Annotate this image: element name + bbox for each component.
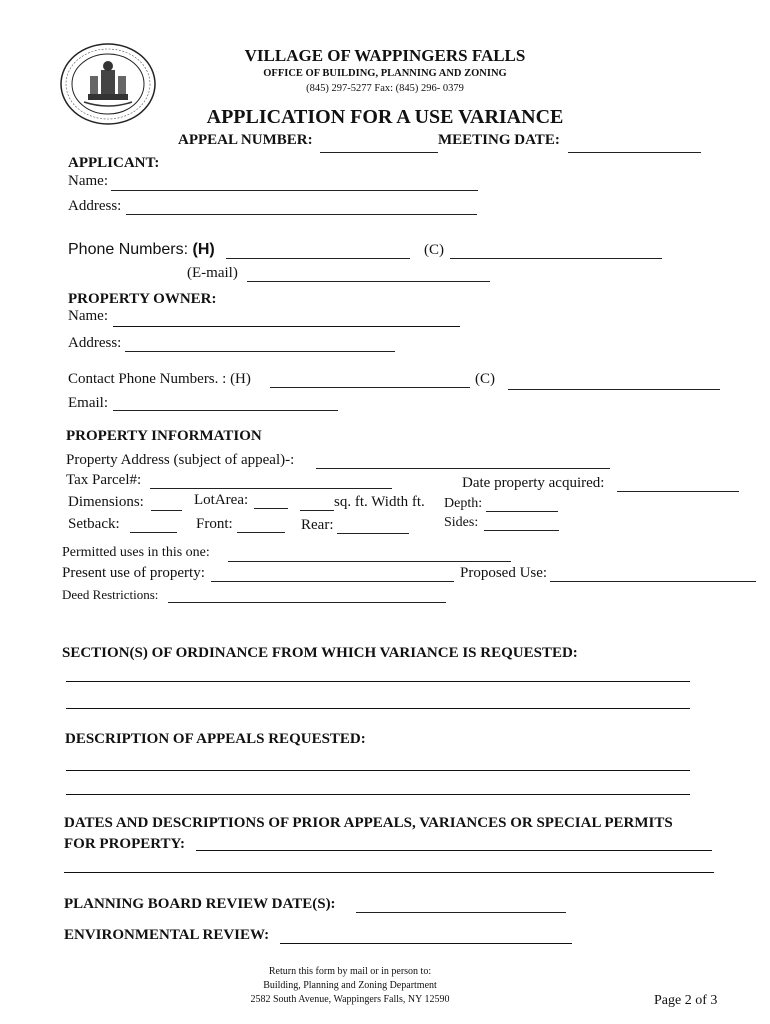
prior-appeals-heading-1: DATES AND DESCRIPTIONS OF PRIOR APPEALS, VARIANCES OR SPECIAL PERMITS [64, 815, 673, 831]
date-acquired-field[interactable] [617, 491, 739, 492]
meeting-date-label: MEETING DATE: [438, 132, 560, 148]
owner-phone-label: Contact Phone Numbers. : (H) [68, 371, 251, 387]
sqft-field[interactable] [300, 510, 334, 511]
setback-field[interactable] [130, 532, 177, 533]
description-heading: DESCRIPTION OF APPEALS REQUESTED: [65, 731, 366, 747]
ordinance-line-1[interactable] [66, 681, 690, 682]
applicant-address-field[interactable] [126, 214, 477, 215]
owner-email-label: Email: [68, 395, 108, 411]
owner-phone-c-field[interactable] [508, 389, 720, 390]
depth-field[interactable] [486, 511, 558, 512]
applicant-phone-c-label: (C) [424, 242, 444, 258]
front-label: Front: [196, 516, 233, 532]
property-address-field[interactable] [316, 468, 610, 469]
environmental-review-label: ENVIRONMENTAL REVIEW: [64, 927, 270, 943]
applicant-name-label: Name: [68, 173, 108, 189]
village-name: VILLAGE OF WAPPINGERS FALLS [244, 46, 526, 65]
deed-restrictions-label: Deed Restrictions: [62, 587, 159, 602]
sqft-width-label: sq. ft. Width ft. [334, 494, 425, 510]
prior-appeals-line-2[interactable] [64, 872, 714, 873]
owner-name-field[interactable] [113, 326, 460, 327]
depth-label: Depth: [444, 496, 483, 511]
applicant-address-label: Address: [68, 198, 122, 214]
rear-label: Rear: [301, 517, 334, 533]
sides-field[interactable] [484, 530, 559, 531]
prior-appeals-line-1[interactable] [196, 850, 712, 851]
deed-restrictions-field[interactable] [168, 602, 446, 603]
owner-heading: PROPERTY OWNER: [68, 291, 217, 307]
owner-phone-h-field[interactable] [270, 387, 470, 388]
applicant-name-field[interactable] [111, 190, 478, 191]
sides-label: Sides: [444, 515, 479, 530]
ordinance-heading: SECTION(S) OF ORDINANCE FROM WHICH VARIANCE IS REQUESTED: [62, 645, 578, 661]
appeal-number-label: APPEAL NUMBER: [178, 132, 313, 148]
applicant-heading: APPLICANT: [68, 155, 160, 171]
environmental-review-field[interactable] [280, 943, 572, 944]
prior-appeals-heading-2: FOR PROPERTY: [64, 836, 186, 852]
footer-return-line1: Return this form by mail or in person to: [268, 966, 432, 977]
property-heading: PROPERTY INFORMATION [66, 428, 262, 444]
description-line-1[interactable] [66, 770, 690, 771]
proposed-use-field[interactable] [550, 581, 756, 582]
description-line-2[interactable] [66, 794, 690, 795]
applicant-email-label: (E-mail) [187, 265, 238, 281]
lot-area-label: LotArea: [194, 492, 249, 508]
setback-label: Setback: [68, 516, 120, 532]
applicant-phone-c-field[interactable] [450, 258, 662, 259]
owner-name-label: Name: [68, 308, 108, 324]
page-number: Page 2 of 3 [654, 993, 718, 1008]
applicant-phone-label: Phone Numbers: [68, 241, 193, 258]
tax-parcel-label: Tax Parcel#: [66, 472, 142, 488]
dimensions-label: Dimensions: [68, 494, 144, 510]
property-address-label: Property Address (subject of appeal)-: [66, 452, 295, 468]
planning-board-field[interactable] [356, 912, 566, 913]
owner-email-field[interactable] [113, 410, 338, 411]
present-use-label: Present use of property: [62, 565, 205, 581]
present-use-field[interactable] [211, 581, 454, 582]
appeal-number-field[interactable] [320, 152, 438, 153]
office-name: OFFICE OF BUILDING, PLANNING AND ZONING [263, 68, 507, 79]
footer-return-line3: 2582 South Avenue, Wappingers Falls, NY 12590 [250, 994, 450, 1005]
rear-field[interactable] [337, 533, 409, 534]
owner-phone-c-label: (C) [475, 371, 495, 387]
applicant-phone-h-field[interactable] [226, 258, 410, 259]
meeting-date-field[interactable] [568, 152, 701, 153]
tax-parcel-field[interactable] [150, 488, 392, 489]
dimensions-field[interactable] [151, 510, 182, 511]
phone-fax: (845) 297-5277 Fax: (845) 296- 0379 [306, 83, 464, 94]
permitted-uses-field[interactable] [228, 561, 511, 562]
applicant-phone-h: (H) [192, 241, 215, 258]
front-field[interactable] [237, 532, 285, 533]
form-title: APPLICATION FOR A USE VARIANCE [206, 106, 564, 128]
ordinance-line-2[interactable] [66, 708, 690, 709]
owner-address-field[interactable] [125, 351, 395, 352]
applicant-email-field[interactable] [247, 281, 490, 282]
lot-area-field[interactable] [254, 508, 288, 509]
owner-address-label: Address: [68, 335, 122, 351]
applicant-phone-row [68, 241, 215, 259]
planning-board-label: PLANNING BOARD REVIEW DATE(S): [64, 896, 336, 912]
footer-return-line2: Building, Planning and Zoning Department [263, 980, 437, 991]
permitted-uses-label: Permitted uses in this one: [62, 545, 210, 560]
proposed-use-label: Proposed Use: [460, 565, 548, 581]
date-acquired-label: Date property acquired: [462, 475, 605, 491]
